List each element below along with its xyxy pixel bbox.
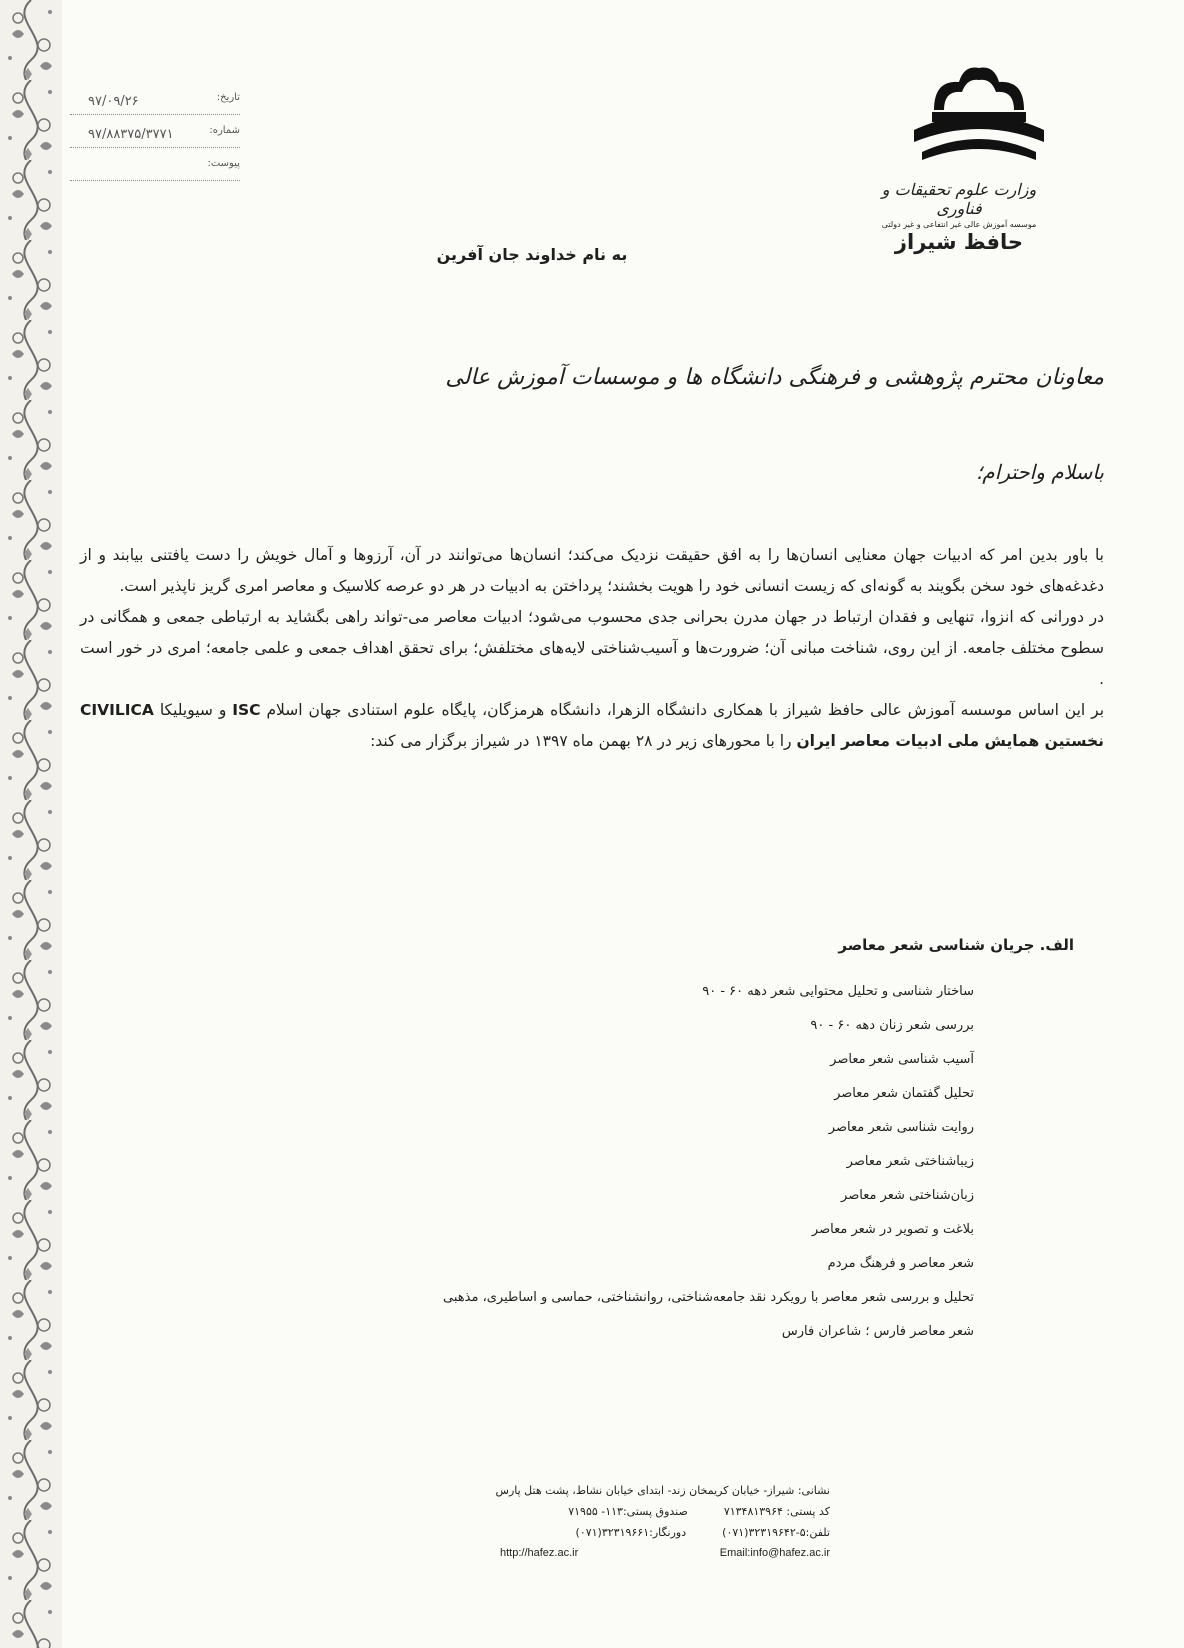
footer-fax: دورنگار:۳۲۳۱۹۶۶۱(۰۷۱) [575,1526,687,1539]
number-label: شماره: [209,125,240,136]
letter-metadata [70,90,240,189]
list-item: تحلیل گفتمان شعر معاصر [834,1086,974,1101]
institute-subtitle: موسسه آموزش عالی غیر انتفاعی و غیر دولتی [881,220,1037,229]
number-row [70,123,240,148]
list-item: شعر معاصر و فرهنگ مردم [827,1256,974,1271]
list-item: بررسی شعر زنان دهه ۶۰ - ۹۰ [810,1018,974,1033]
footer-address: نشانی: شیراز- خیابان کریمخان زند- ابتدای خیابان نشاط، پشت هتل پارس [495,1484,830,1497]
institute-name: حافظ شیراز [894,230,1024,254]
topic-list [443,975,974,1349]
university-logo-icon [904,60,1054,180]
list-item: روایت شناسی شعر معاصر [828,1120,974,1135]
body-paragraph-2: در دورانی که انزوا، تنهایی و فقدان ارتباط در جهان مدرن بحرانی جدی محسوب می‌شود؛ ادبیات معاصر می-تواند راهی بگشاید به ارتباطی جمعی و همگانی در سطوح مختلف جامعه. از این روی، شناخت مبانی آن؛ ضرورت‌ها و آسیب‌شناختی لایه‌های مختلفش؛ برای تحقق اهداف جمعی و علمی جامعه؛ امری در خور است . [80,608,1104,688]
number-value: ۹۷/۸۸۳۷۵/۳۷۷۱ [88,127,174,142]
ministry-name: وزارت علوم تحقیقات و فناوری [881,180,1037,218]
letter-body [80,540,1104,757]
p3-start: بر این اساس موسسه آموزش عالی حافظ شیراز با همکاری دانشگاه الزهرا، دانشگاه هرمزگان، پایگاه علوم استنادی جهان اسلام [260,701,1105,719]
section-title: الف. جریان شناسی شعر معاصر [838,936,1074,954]
footer-postal-code: کد پستی: ۷۱۳۴۸۱۳۹۶۴ [723,1505,830,1518]
footer-po-box: صندوق پستی:۱۱۳- ۷۱۹۵۵ [568,1505,688,1518]
footer-postal-row [420,1501,830,1522]
greeting: باسلام واحترام؛ [975,460,1104,484]
list-item: زبان‌شناختی شعر معاصر [841,1188,974,1203]
p3-end: را با محورهای زیر در ۲۸ بهمن ماه ۱۳۹۷ در شیراز برگزار می کند: [370,732,797,750]
footer-links-row [500,1543,830,1564]
isc-text: ISC [232,701,261,719]
date-value: ۹۷/۰۹/۲۶ [88,94,139,109]
body-paragraph-1: با باور بدین امر که ادبیات جهان معنایی انسان‌ها را به افق حقیقت نزدیک می‌کند؛ انسان‌ها می‌توانند در آن، آرزوها و آمال خویش را دست یافتنی بیابند و از دغدغه‌های خود سخن بگویند به گونه‌ای که زیست انسانی خود را هویت بخشند؛ پرداختن به ادبیات در هر دو عرصه کلاسیک و معاصر امری گریز ناپذیر است. [80,546,1104,595]
footer-website-link[interactable]: http://hafez.ac.ir [500,1547,579,1559]
list-item: شعر معاصر فارس ؛ شاعران فارس [781,1324,974,1339]
list-item: آسیب شناسی شعر معاصر [830,1052,974,1067]
basmala: به نام خداوند جان آفرین [436,245,628,264]
p3-mid: و سیویلیکا [153,701,233,719]
footer-email-link[interactable]: Email:info@hafez.ac.ir [719,1547,830,1559]
attachment-row [70,156,240,181]
date-label: تاریخ: [216,92,240,103]
letter-footer [420,1480,830,1564]
body-paragraph-3 [80,695,1104,757]
list-item: بلاغت و تصویر در شعر معاصر [811,1222,974,1237]
date-row [70,90,240,115]
list-item: ساختار شناسی و تحلیل محتوایی شعر دهه ۶۰ - ۹۰ [702,984,974,999]
addressee: معاونان محترم پژوهشی و فرهنگی دانشگاه ها و موسسات آموزش عالی [445,365,1104,390]
organization-block [869,180,1049,254]
conference-name: نخستین همایش ملی ادبیات معاصر ایران [796,732,1104,750]
attachment-label: پیوست: [207,158,240,169]
civilica-text: CIVILICA [80,701,154,719]
footer-phone: تلفن:۵-۳۲۳۱۹۶۴۲(۰۷۱) [722,1526,830,1539]
list-item: زیباشناختی شعر معاصر [846,1154,974,1169]
footer-phone-row [420,1522,830,1543]
list-item: تحلیل و بررسی شعر معاصر با رویکرد نقد جامعه‌شناختی، روانشناختی، حماسی و اساطیری، مذهبی [443,1290,974,1305]
